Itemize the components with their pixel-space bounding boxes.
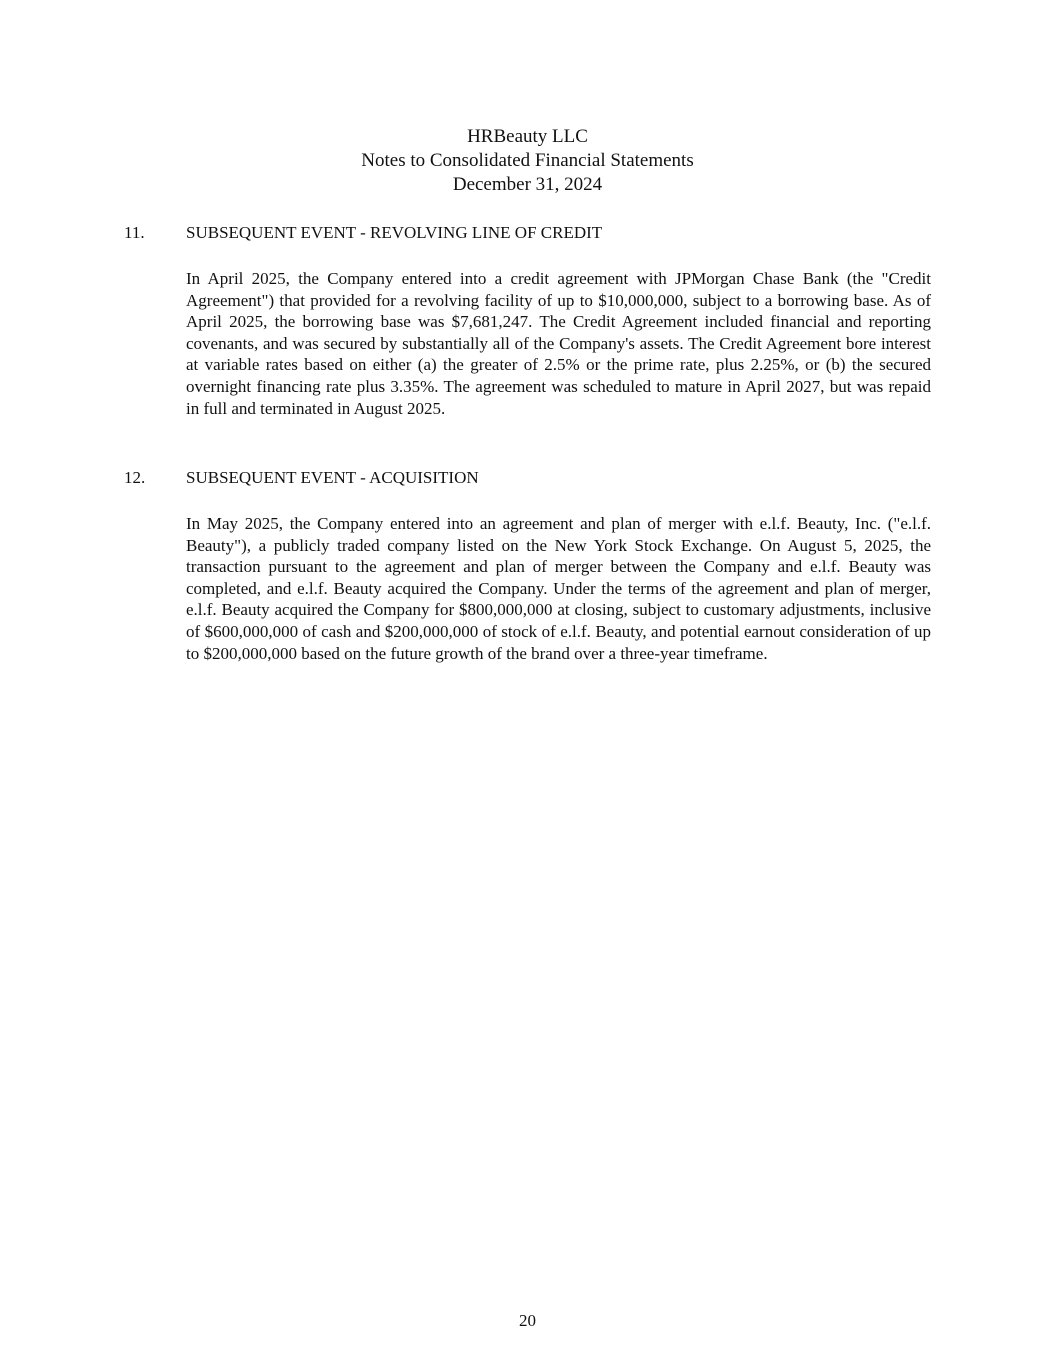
section-number: 12. bbox=[124, 468, 146, 487]
page-number: 20 bbox=[519, 1311, 536, 1330]
section-12-body: In May 2025, the Company entered into an agreement and plan of merger with e.l.f. Beauty, Inc. ("e.l.f. Beauty"), a publicly traded company listed on the New York Stock Exchange. On August 5, 2025, the transaction pursuant to the agreement and plan of merger between the Company and e.l.f. Beauty was completed, and e.l.f. Beauty acquired the Company. Under the terms of the agreement and plan of merger, e.l.f. Beauty acquired the Company for $800,000,000 at closing, subject to customary adjustments, inclusive of $600,000,000 of cash and $200,000,000 of stock of e.l.f. Beauty, and potential earnout consideration of up to $200,000,000 based on the future growth of the brand over a three-year timeframe. bbox=[186, 514, 931, 663]
section-number: 11. bbox=[124, 223, 145, 242]
company-name: HRBeauty LLC bbox=[467, 126, 588, 147]
section-11-body: In April 2025, the Company entered into a credit agreement with JPMorgan Chase Bank (the "Credit Agreement") that provided for a revolving facility of up to $10,000,000, subject to a borrowing base. As of April 2025, the borrowing base was $7,681,247. The Credit Agreement included financial and reporting covenants, and was secured by substantially all of the Company's assets. The Credit Agreement bore interest at variable rates based on either (a) the greater of 2.5% or the prime rate, plus 2.25%, or (b) the secured overnight financing rate plus 3.35%. The agreement was scheduled to mature in April 2027, but was repaid in full and terminated in August 2025. bbox=[186, 269, 931, 418]
document-header bbox=[0, 125, 1055, 197]
section-title: SUBSEQUENT EVENT - ACQUISITION bbox=[186, 468, 479, 487]
section-title: SUBSEQUENT EVENT - REVOLVING LINE OF CREDIT bbox=[186, 223, 603, 242]
document-title: Notes to Consolidated Financial Statements bbox=[361, 150, 694, 171]
statement-date: December 31, 2024 bbox=[452, 174, 603, 195]
